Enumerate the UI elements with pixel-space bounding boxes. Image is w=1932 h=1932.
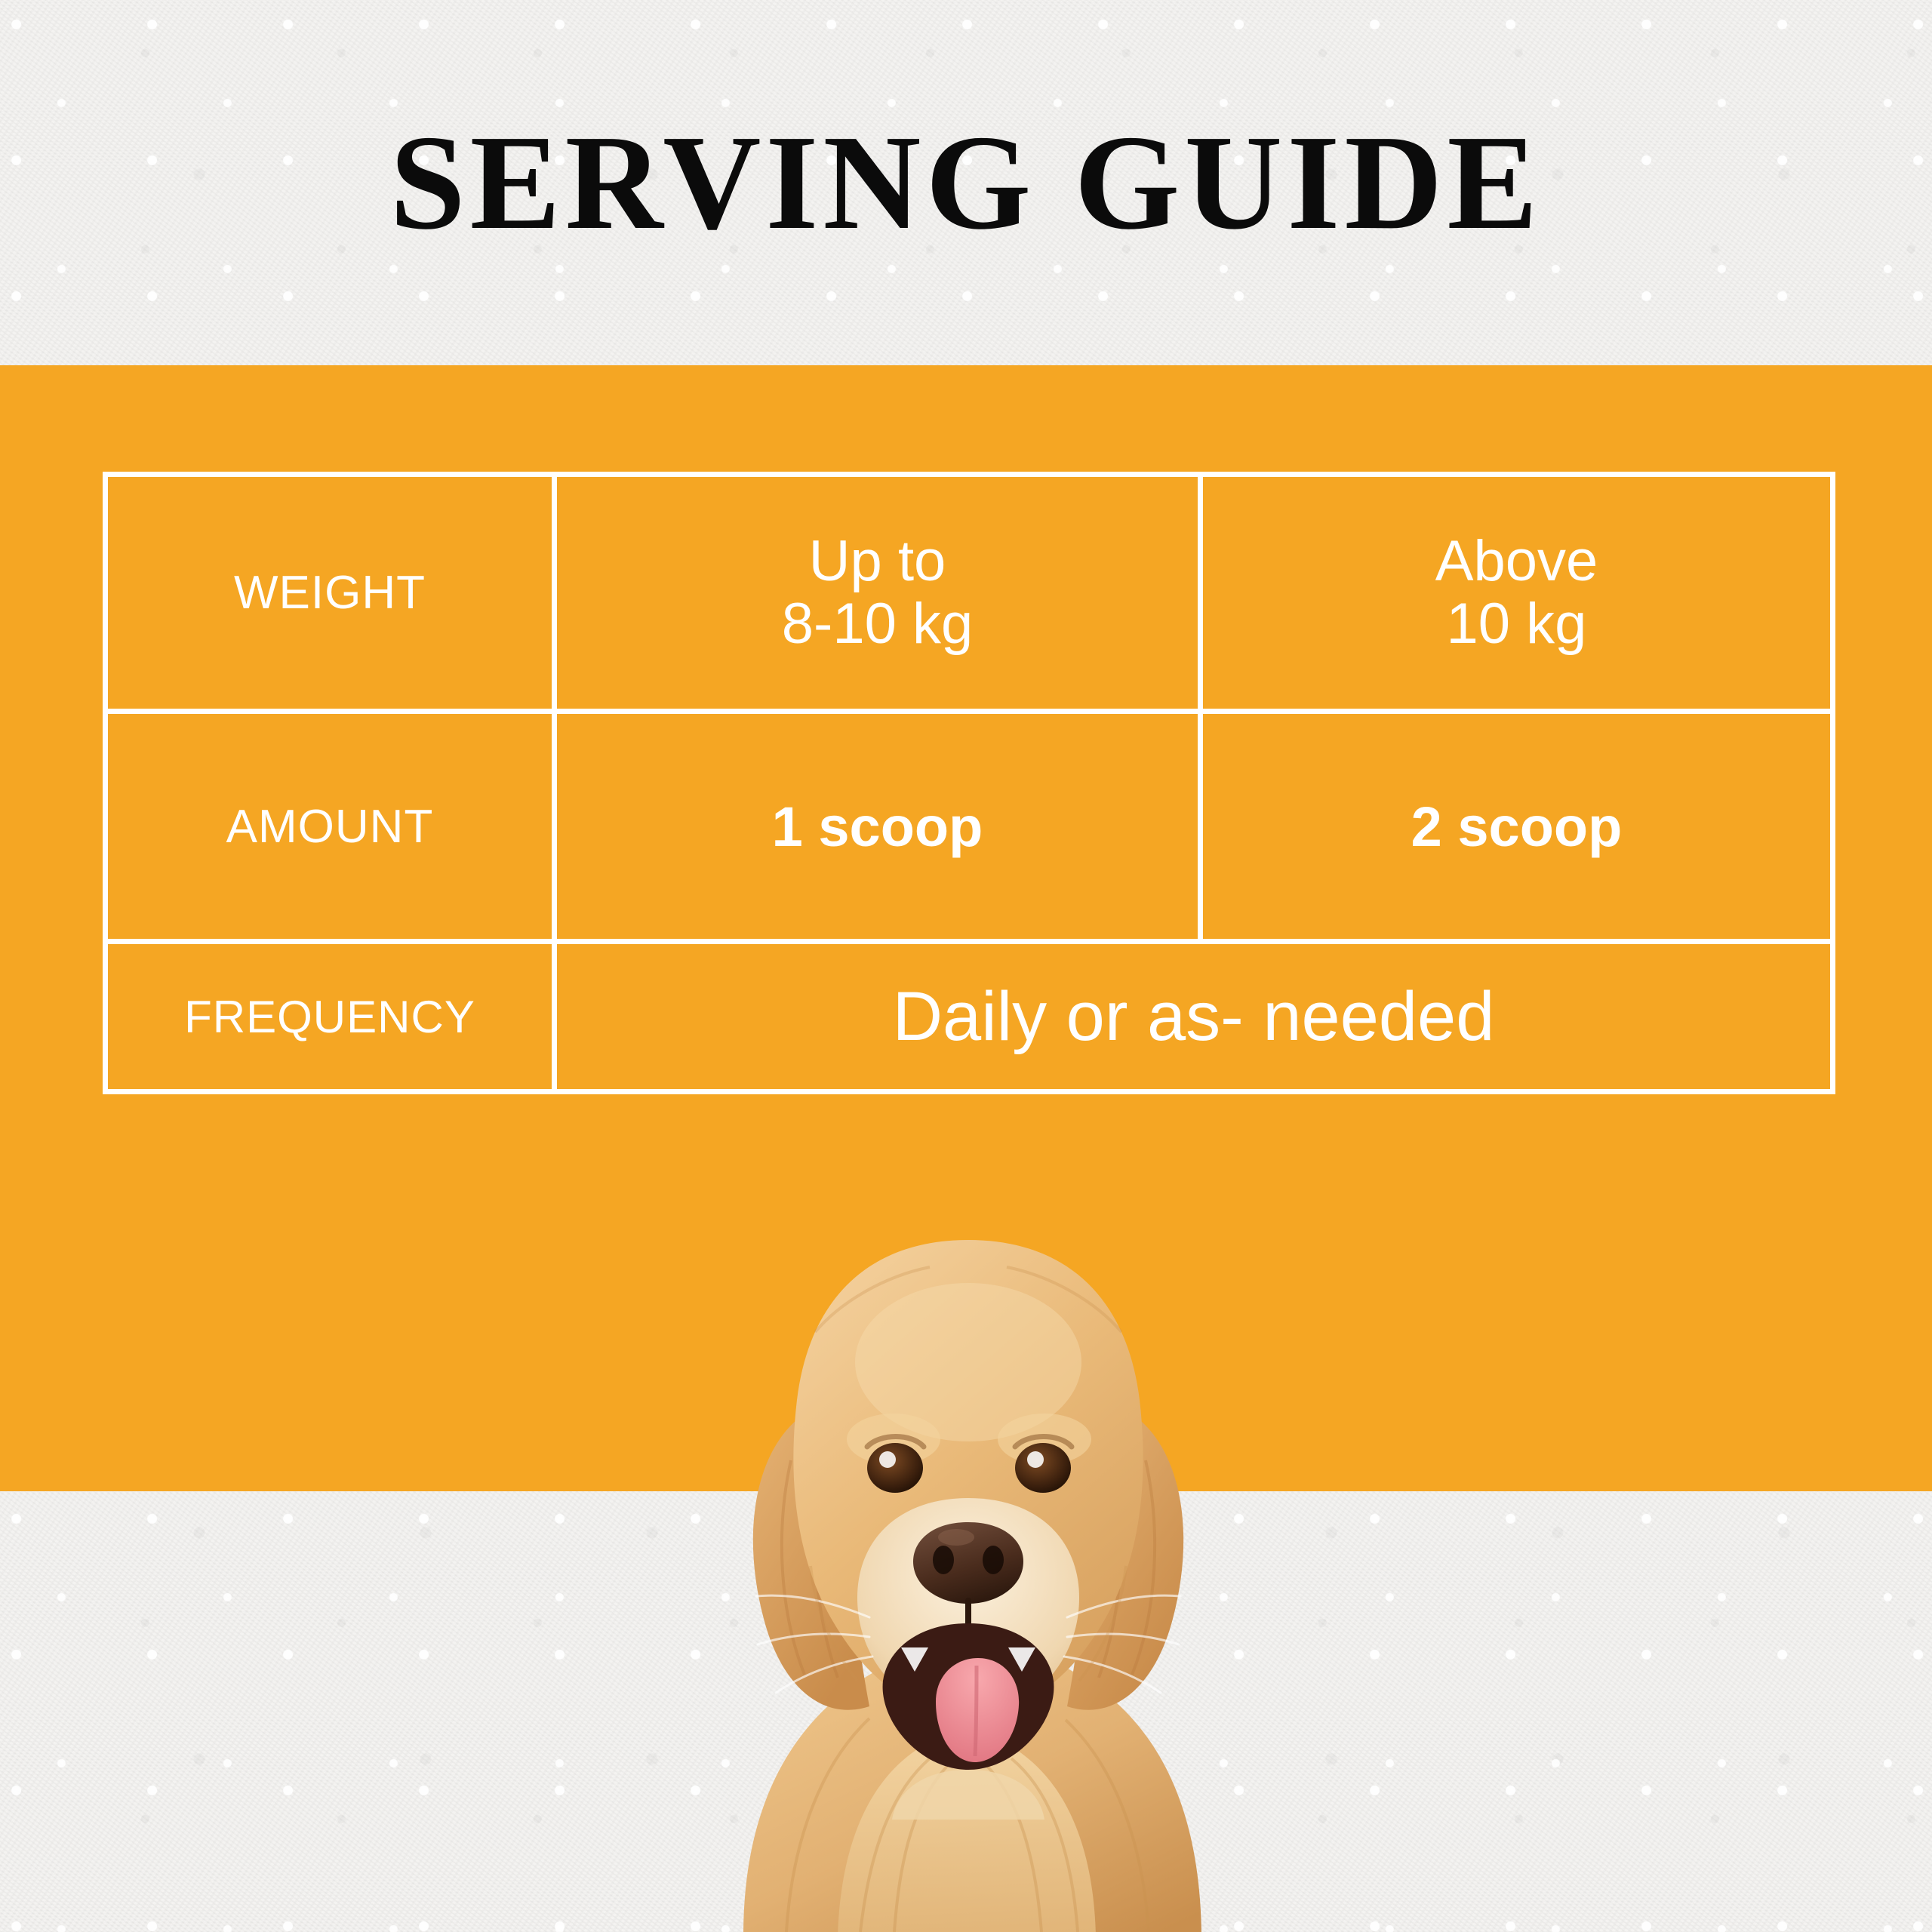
row-header-frequency: FREQUENCY bbox=[184, 991, 475, 1042]
table-row bbox=[108, 939, 1830, 1089]
page-title: SERVING GUIDE bbox=[389, 107, 1543, 257]
weight-above-cell bbox=[1198, 477, 1830, 709]
golden-retriever-dog-illustration bbox=[589, 1174, 1343, 1932]
row-header-weight: WEIGHT bbox=[234, 567, 426, 619]
amount-small-dog-cell: 1 scoop bbox=[552, 714, 1198, 939]
frequency-value-cell: Daily or as- needed bbox=[552, 944, 1830, 1089]
title-area bbox=[0, 0, 1932, 365]
weight-above-line1: Above bbox=[1435, 529, 1598, 594]
weight-above-line2: 10 kg bbox=[1446, 591, 1587, 656]
amount-large-dog-cell: 2 scoop bbox=[1198, 714, 1830, 939]
table-row bbox=[108, 477, 1830, 709]
weight-up-to-line2: 8-10 kg bbox=[781, 591, 974, 656]
serving-guide-table bbox=[103, 472, 1835, 1094]
weight-up-to-cell bbox=[552, 477, 1198, 709]
table-row bbox=[108, 709, 1830, 939]
row-header-amount: AMOUNT bbox=[226, 800, 434, 853]
weight-up-to-line1: Up to bbox=[808, 529, 946, 594]
